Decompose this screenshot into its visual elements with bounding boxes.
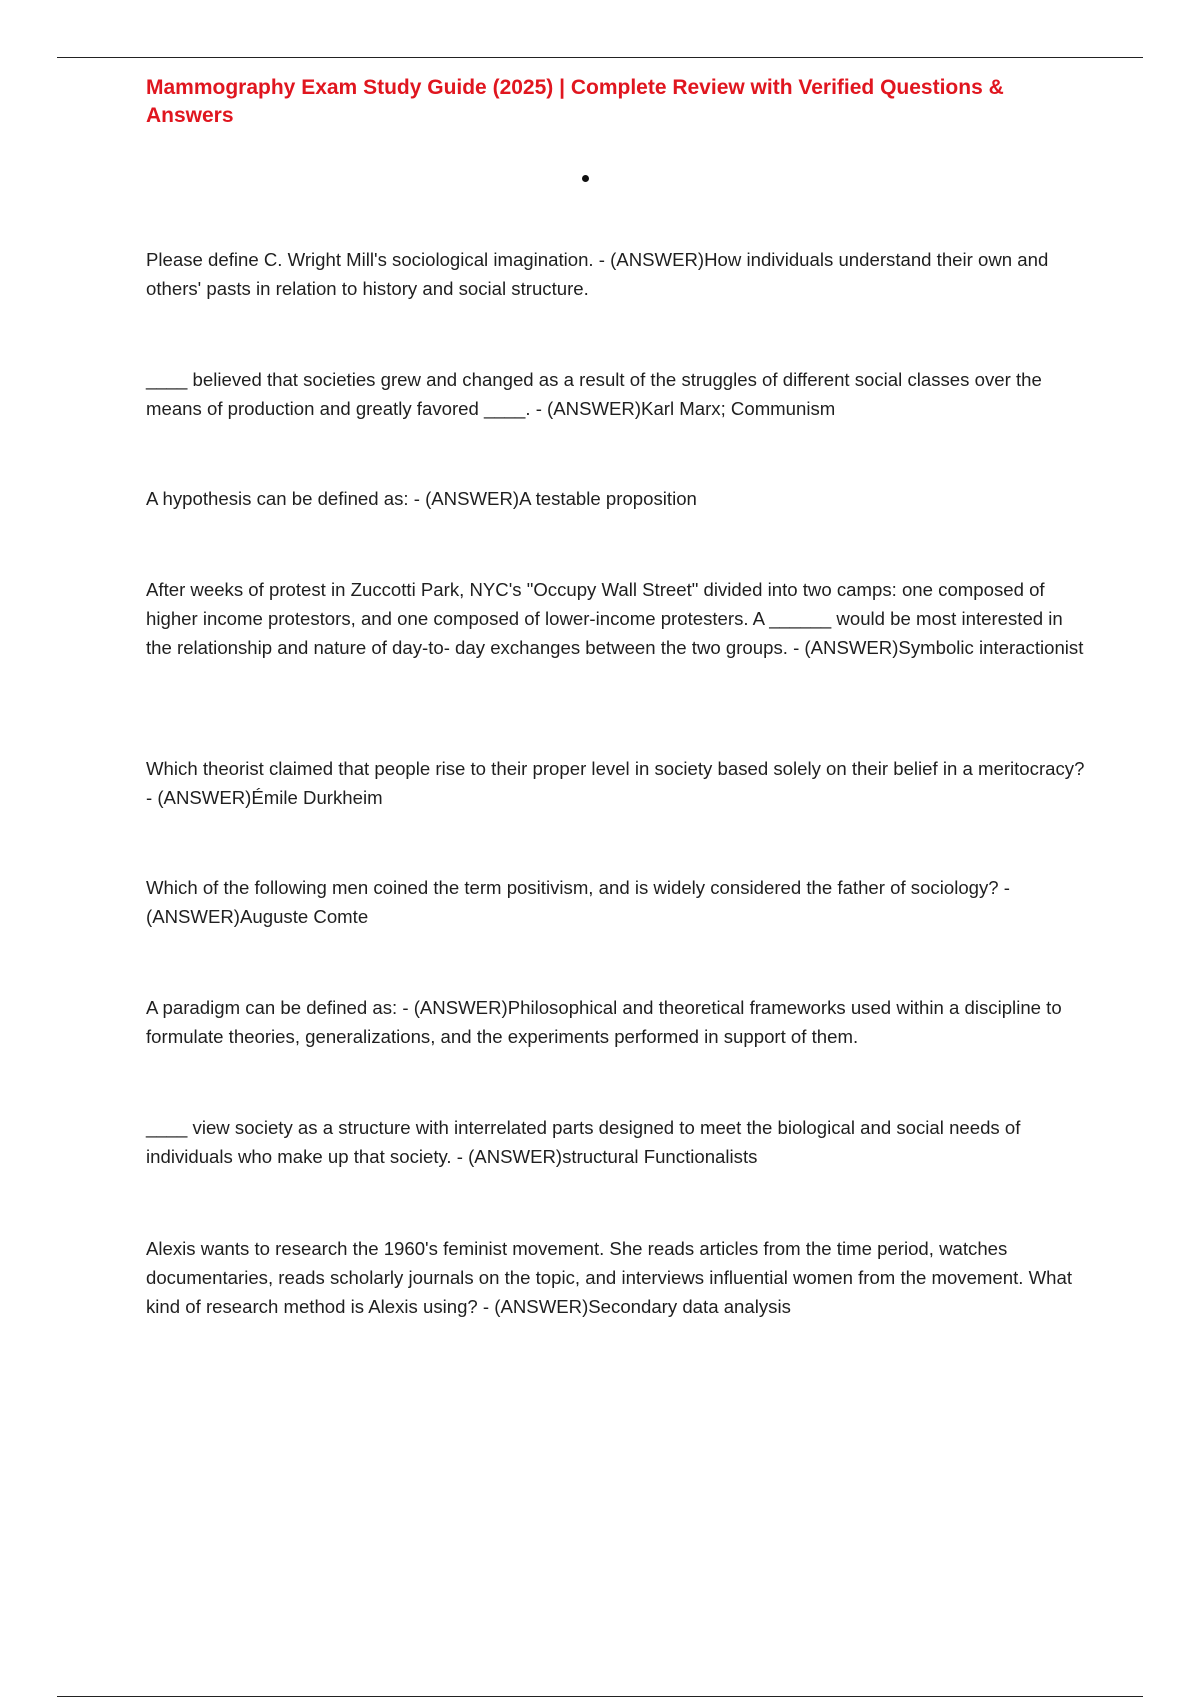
qa-item-7: A paradigm can be defined as: - (ANSWER)Philosophical and theoretical frameworks used within a discipline to formulate theories, generalizations, and the experiments performed in support of them. bbox=[146, 997, 1062, 1047]
qa-item-4: After weeks of protest in Zuccotti Park, NYC's "Occupy Wall Street" divided into two camps: one composed of higher income protestors, and one composed of lower-income protesters. A ______ would be most interested in the relationship and nature of day-to- day exchanges between the two groups. - (ANSWER)Symbolic interactionist bbox=[146, 579, 1084, 658]
qa-item-3: A hypothesis can be defined as: - (ANSWER)A testable proposition bbox=[146, 488, 697, 509]
document-title: Mammography Exam Study Guide (2025) | Complete Review with Verified Questions & Answers bbox=[146, 76, 1004, 127]
qa-item-5: Which theorist claimed that people rise to their proper level in society based solely on their belief in a meritocracy? - (ANSWER)Émile Durkheim bbox=[146, 758, 1085, 808]
qa-item-9: Alexis wants to research the 1960's feminist movement. She reads articles from the time period, watches documentaries, reads scholarly journals on the topic, and interviews influential women from the movement. What kind of research method is Alexis using? - (ANSWER)Secondary data analysis bbox=[146, 1238, 1073, 1317]
bullet-point bbox=[582, 175, 589, 182]
header-rule bbox=[57, 57, 1143, 58]
qa-item-2: ____ believed that societies grew and changed as a result of the struggles of different social classes over the means of production and greatly favored ____. - (ANSWER)Karl Marx; Communism bbox=[146, 369, 1042, 419]
qa-item-1: Please define C. Wright Mill's sociological imagination. - (ANSWER)How individuals understand their own and others' pasts in relation to history and social structure. bbox=[146, 249, 1049, 299]
qa-item-6: Which of the following men coined the term positivism, and is widely considered the father of sociology? - (ANSWER)Auguste Comte bbox=[146, 877, 1011, 927]
footer-rule bbox=[57, 1696, 1143, 1697]
qa-item-8: ____ view society as a structure with interrelated parts designed to meet the biological and social needs of individuals who make up that society. - (ANSWER)structural Functionalists bbox=[146, 1117, 1021, 1167]
